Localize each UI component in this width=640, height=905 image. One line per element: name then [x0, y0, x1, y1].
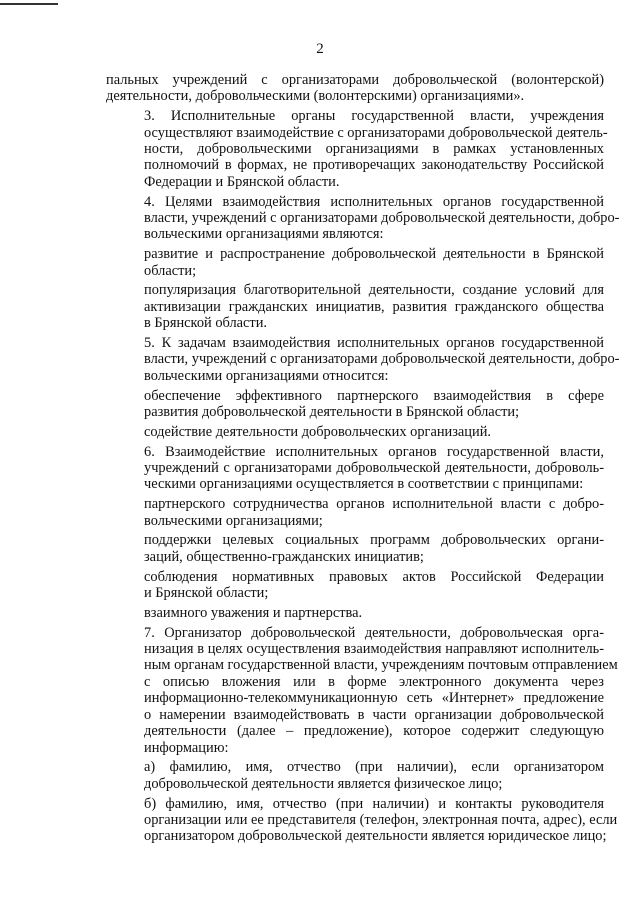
text-line: учреждений с организаторами добровольческой деятельности, доброволь-: [144, 460, 604, 477]
document-body: [106, 72, 620, 848]
text-line: ческими организациями осуществляется в соответствии с принципами:: [144, 476, 584, 493]
text-line: с описью вложения или в форме электронного документа через: [144, 673, 604, 690]
paragraph: [106, 424, 604, 440]
text-line: низация в целях осуществления взаимодействия направляют исполнитель-: [144, 641, 604, 658]
text-line: б) фамилию, имя, отчество (при наличии) и контакты руководителя: [144, 795, 604, 812]
text-line: взаимного уважения и партнерства.: [144, 604, 363, 621]
text-line: о намерении взаимодействовать в части организации добровольческой: [144, 706, 604, 723]
text-line: в Брянской области.: [144, 315, 268, 332]
text-line: соблюдения нормативных правовых актов Российской Федерации: [144, 568, 604, 585]
page-number: 2: [316, 41, 324, 57]
text-line: информационно-телекоммуникационную сеть «Интернет» предложение: [144, 690, 604, 707]
corner-rule: [0, 3, 58, 5]
paragraph: [106, 759, 604, 792]
text-line: пальных учреждений с организаторами добровольческой (волонтерской): [106, 72, 604, 88]
text-line: 5. К задачам взаимодействия исполнительных органов государственной: [144, 335, 604, 352]
text-line: власти, учреждений с организаторами добровольческой деятельности, добро-: [144, 210, 620, 227]
paragraph: [106, 624, 618, 756]
text-line: информацию:: [144, 739, 229, 756]
text-line: обеспечение эффективного партнерского взаимодействия в сфере: [144, 387, 604, 404]
text-line: и Брянской области;: [144, 585, 269, 602]
paragraph: [106, 444, 604, 493]
text-line: ности, добровольческими организациями в рамках установленных: [144, 141, 604, 158]
text-line: полномочий в формах, не противоречащих законодательству Российской: [144, 157, 604, 174]
text-line: деятельности, добровольческими (волонтерскими) организациями».: [106, 88, 525, 105]
paragraph: [106, 795, 618, 845]
text-line: вольческими организациями относится:: [144, 367, 389, 384]
text-line: партнерского сотрудничества органов исполнительной власти с добро-: [144, 496, 604, 513]
text-line: содействие деятельности добровольческих организаций.: [144, 423, 492, 440]
paragraph: [106, 569, 604, 602]
text-line: области;: [144, 262, 197, 279]
text-line: заций, общественно-гражданских инициатив;: [144, 548, 424, 565]
text-line: Федерации и Брянской области.: [144, 173, 340, 190]
text-line: добровольческой деятельности является физическое лицо;: [144, 775, 503, 792]
paragraph: [106, 108, 608, 190]
paragraph: [106, 335, 620, 384]
text-line: организатором добровольческой деятельности является юридическое лицо;: [144, 828, 607, 845]
paragraph: [106, 532, 604, 565]
text-line: развития добровольческой деятельности в Брянской области;: [144, 404, 520, 421]
text-line: 7. Организатор добровольческой деятельности, добровольческая орга-: [144, 624, 604, 641]
text-line: 3. Исполнительные органы государственной власти, учреждения: [144, 108, 604, 125]
text-line: деятельности (далее – предложение), которое содержит следующую: [144, 723, 604, 740]
paragraph: [106, 246, 604, 279]
text-line: развитие и распространение добровольческой деятельности в Брянской: [144, 246, 604, 263]
text-line: поддержки целевых социальных программ добровольческих органи-: [144, 532, 604, 549]
text-line: вольческими организациями;: [144, 512, 323, 529]
text-line: осуществляют взаимодействие с организаторами добровольческой деятель-: [144, 124, 608, 141]
text-line: 4. Целями взаимодействия исполнительных органов государственной: [144, 193, 604, 210]
text-line: вольческими организациями являются:: [144, 226, 384, 243]
text-line: активизации гражданских инициатив, развития гражданского общества: [144, 298, 604, 315]
paragraph: [106, 605, 604, 621]
text-line: власти, учреждений с организаторами добровольческой деятельности, добро-: [144, 351, 620, 368]
paragraph: [106, 496, 604, 529]
paragraph: [106, 388, 604, 421]
paragraph: [106, 282, 604, 331]
text-line: организации или ее представителя (телефон, электронная почта, адрес), если: [144, 811, 618, 828]
text-line: а) фамилию, имя, отчество (при наличии), если организатором: [144, 759, 604, 776]
text-line: популяризация благотворительной деятельности, создание условий для: [144, 282, 604, 299]
text-line: 6. Взаимодействие исполнительных органов государственной власти,: [144, 443, 604, 460]
text-line: ным органам государственной власти, учреждениям почтовым отправлением: [144, 657, 618, 674]
paragraph: [106, 72, 604, 105]
paragraph: [106, 193, 620, 243]
